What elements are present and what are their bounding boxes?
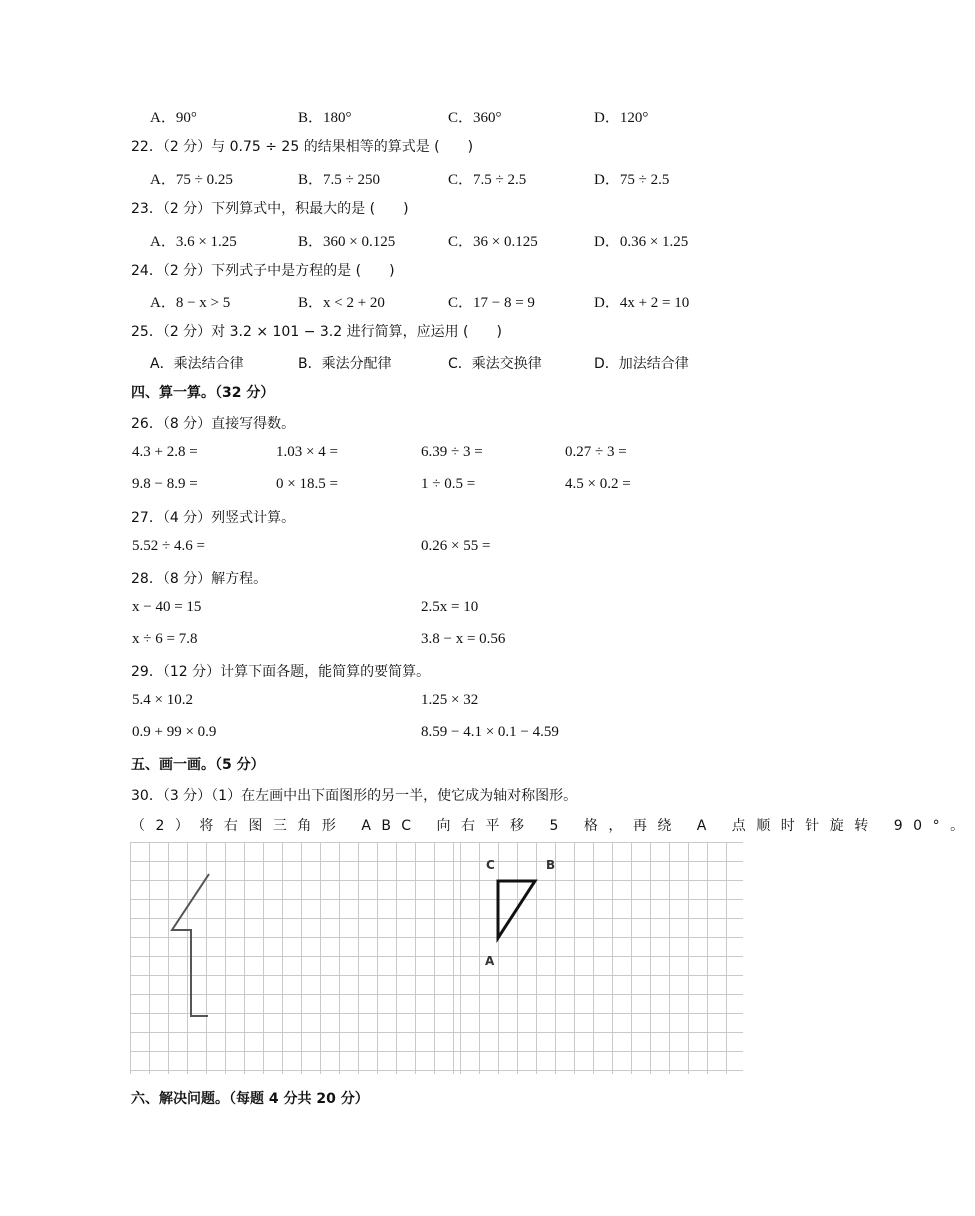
triangle-abc [498,881,535,938]
q27-item: 0.26 × 55 = [421,538,491,554]
q26-item: 1 ÷ 0.5 = [421,476,476,492]
q22-option-b: B．7.5 ÷ 250 [298,172,380,188]
left-grid [130,842,460,1074]
q22-option-d: D．75 ÷ 2.5 [594,172,670,188]
q24-option-a: A．8 − x > 5 [150,295,231,311]
q28-item: 2.5x = 10 [421,599,479,615]
section-4-heading: 四、算一算。（32 分） [131,385,275,401]
q29-item: 1.25 × 32 [421,692,479,708]
q30-part1: 30．（3 分）（1）在左画中出下面图形的另一半，使它成为轴对称图形。 [131,788,578,804]
q22-option-c: C．7.5 ÷ 2.5 [448,172,527,188]
q29-item: 5.4 × 10.2 [132,692,193,708]
q24-option-b: B．x < 2 + 20 [298,295,385,311]
q29-item: 0.9 + 99 × 0.9 [132,724,217,740]
q26-item: 0 × 18.5 = [276,476,338,492]
q23-option-c: C．36 × 0.125 [448,234,538,250]
q27-item: 5.52 ÷ 4.6 = [132,538,205,554]
q25-stem: 25．（2 分）对 3.2 × 101 − 3.2 进行简算，应运用 ( ) [131,324,502,340]
q21-option-c: C．360° [448,110,502,126]
q25-option-d: D．加法结合律 [594,356,689,372]
q23-option-a: A．3.6 × 1.25 [150,234,237,250]
q21-option-a: A．90° [150,110,197,126]
q26-item: 9.8 − 8.9 = [132,476,198,492]
section-6-heading: 六、解决问题。（每题 4 分共 20 分） [131,1091,369,1107]
q28-item: x − 40 = 15 [132,599,202,615]
section-5-heading: 五、画一画。（5 分） [131,757,265,773]
q21-option-b: B．180° [298,110,352,126]
q25-option-a: A．乘法结合律 [150,356,244,372]
q26-item: 4.3 + 2.8 = [132,444,198,460]
q22-stem: 22．（2 分）与 0.75 ÷ 25 的结果相等的算式是 ( ) [131,139,474,155]
q29-item: 8.59 − 4.1 × 0.1 − 4.59 [421,724,559,740]
q28-item: 3.8 − x = 0.56 [421,631,506,647]
q26-stem: 26．（8 分）直接写得数。 [131,416,296,432]
q30-part2: （2）将右图三角形 ABC 向右平移 5 格，再绕 A 点顺时针旋转 90°。 [131,818,975,834]
q26-item: 4.5 × 0.2 = [565,476,631,492]
q26-item: 6.39 ÷ 3 = [421,444,483,460]
q25-option-c: C．乘法交换律 [448,356,542,372]
q21-option-d: D．120° [594,110,649,126]
q25-option-b: B．乘法分配律 [298,356,392,372]
q23-option-b: B．360 × 0.125 [298,234,396,250]
q27-stem: 27．（4 分）列竖式计算。 [131,510,296,526]
label-a: A [485,954,495,968]
q26-item: 1.03 × 4 = [276,444,338,460]
q24-option-c: C．17 − 8 = 9 [448,295,535,311]
label-c: C [486,858,495,872]
q24-stem: 24．（2 分）下列式子中是方程的是 ( ) [131,263,395,279]
q28-item: x ÷ 6 = 7.8 [132,631,198,647]
q29-stem: 29．（12 分）计算下面各题，能简算的要简算。 [131,664,431,680]
q24-option-d: D．4x + 2 = 10 [594,295,690,311]
label-b: B [546,858,556,872]
q28-stem: 28．（8 分）解方程。 [131,571,268,587]
right-grid [460,842,743,1074]
q22-option-a: A．75 ÷ 0.25 [150,172,233,188]
q23-option-d: D．0.36 × 1.25 [594,234,689,250]
q26-item: 0.27 ÷ 3 = [565,444,627,460]
q23-stem: 23．（2 分）下列算式中，积最大的是 ( ) [131,201,409,217]
